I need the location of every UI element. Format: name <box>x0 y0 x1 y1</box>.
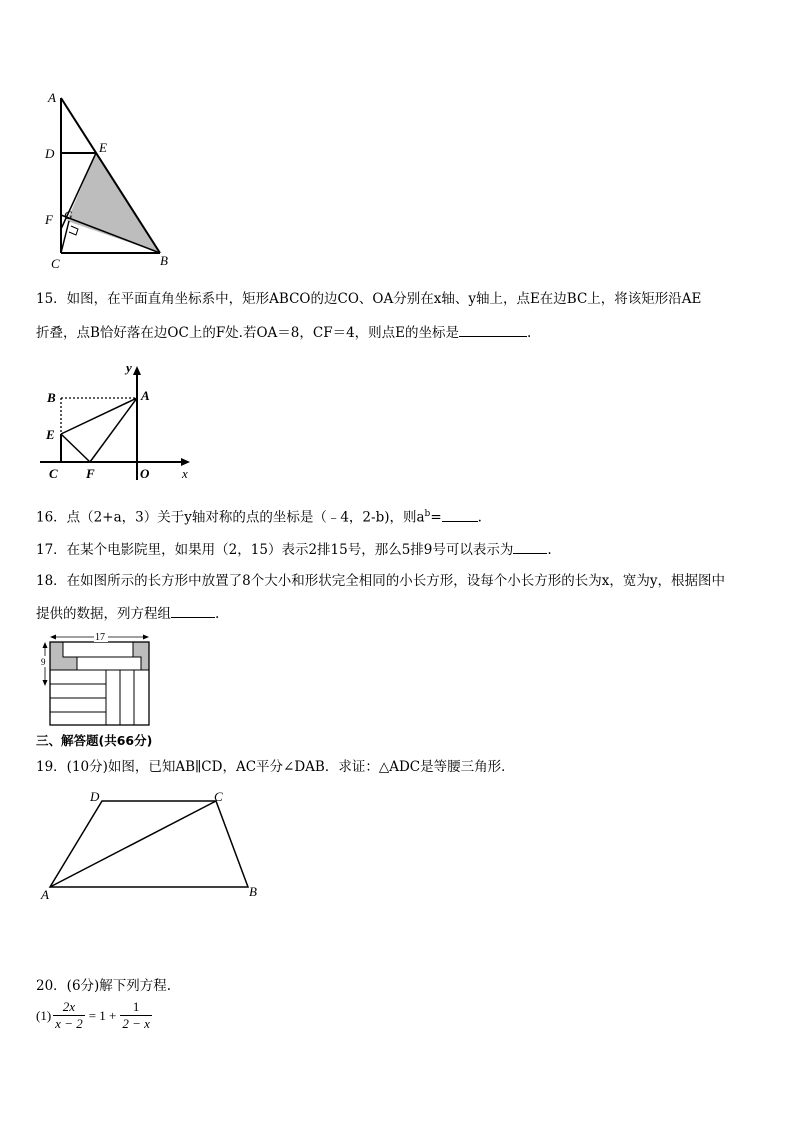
rhs-fraction <box>120 999 152 1032</box>
question-16-exponent: b <box>424 509 431 519</box>
label-A: A <box>41 887 49 902</box>
question-15-line2 <box>36 322 531 343</box>
shaded-triangle <box>67 153 160 253</box>
width-arrow-right <box>143 635 149 640</box>
label-B: B <box>249 884 257 899</box>
section-heading: 三、解答题(共66分) <box>36 733 153 748</box>
label-O: O <box>140 466 150 481</box>
lhs-fraction <box>53 999 85 1032</box>
label-C: C <box>49 466 58 481</box>
y-axis-arrow <box>133 366 141 375</box>
label-D: D <box>90 789 100 804</box>
diagonal-AC <box>50 801 216 887</box>
small-rect-top-2 <box>77 657 141 670</box>
equation-1 <box>36 999 152 1032</box>
question-18-text: 提供的数据，列方程组 <box>36 606 171 622</box>
question-16-end: . <box>477 509 482 526</box>
question-17-text: 17．在某个电影院里，如果用（2，15）表示2排15号，那么5排9号可以表示为 <box>36 542 514 558</box>
figure-q18 <box>36 628 156 730</box>
figure-q14 <box>40 88 180 273</box>
height-arrow-bottom <box>43 680 48 686</box>
question-18-line2 <box>36 603 219 624</box>
segment-EF <box>61 434 90 462</box>
width-arrow-left <box>50 635 56 640</box>
rhs-numerator: 1 <box>120 999 152 1016</box>
right-angle-mark <box>69 226 78 235</box>
label-x: x <box>182 466 188 481</box>
question-19: 19．(10分)如图，已知AB∥CD，AC平分∠DAB．求证：△ADC是等腰三角形． <box>36 759 515 775</box>
label-A: A <box>141 388 150 403</box>
answer-blank-17[interactable] <box>513 539 547 554</box>
x-axis-arrow <box>181 458 190 466</box>
height-arrow-top <box>43 642 48 648</box>
segment-EA <box>61 398 137 434</box>
question-18-end: . <box>215 606 220 622</box>
small-rect-top-1 <box>63 642 133 657</box>
answer-blank-15[interactable] <box>459 322 527 337</box>
question-15-line1: 15．如图，在平面直角坐标系中，矩形ABCO的边CO、OA分别在x轴、y轴上，点E在边BC上，将该矩形沿AE <box>36 291 702 307</box>
label-E: E <box>99 140 107 155</box>
label-B: B <box>160 253 168 268</box>
equation-1-label: (1) <box>36 1007 52 1023</box>
label-y: y <box>126 360 132 375</box>
question-18-line1: 18．在如图所示的长方形中放置了8个大小和形状完全相同的小长方形，设每个小长方形的长为x，宽为y，根据图中 <box>36 573 726 589</box>
answer-blank-16[interactable] <box>442 507 478 522</box>
question-16-text: 16．点（2+a，3）关于y轴对称的点的坐标是（﹣4，2-b)，则a <box>36 509 425 526</box>
lhs-numerator: 2x <box>53 999 85 1016</box>
question-15-end: . <box>527 325 532 341</box>
width-label: 17 <box>95 632 105 643</box>
label-G: G <box>64 208 73 222</box>
label-B: B <box>47 390 56 405</box>
label-A: A <box>48 90 56 105</box>
question-20: 20．(6分)解下列方程. <box>36 978 172 994</box>
question-17 <box>36 539 552 560</box>
question-17-end: . <box>547 542 552 558</box>
lhs-denominator: x − 2 <box>55 1016 83 1031</box>
label-D: D <box>45 146 55 161</box>
question-16 <box>36 504 482 528</box>
label-C: C <box>214 789 223 804</box>
figure-q19 <box>36 786 266 902</box>
question-16-eq: = <box>430 509 442 526</box>
label-F: F <box>86 466 95 481</box>
segment-FA <box>90 398 137 462</box>
answer-blank-18[interactable] <box>171 603 215 618</box>
label-F: F <box>45 212 53 227</box>
label-C: C <box>51 256 60 271</box>
question-15-text: 折叠，点B恰好落在边OC上的F处.若OA＝8，CF＝4，则点E的坐标是 <box>36 325 460 341</box>
trapezoid-ABCD <box>50 801 248 887</box>
label-E: E <box>46 427 55 442</box>
figure-q15 <box>36 358 206 483</box>
equation-1-middle: = 1 + <box>88 1007 117 1023</box>
rhs-denominator: 2 − x <box>122 1016 150 1031</box>
height-label: 9 <box>41 657 46 667</box>
